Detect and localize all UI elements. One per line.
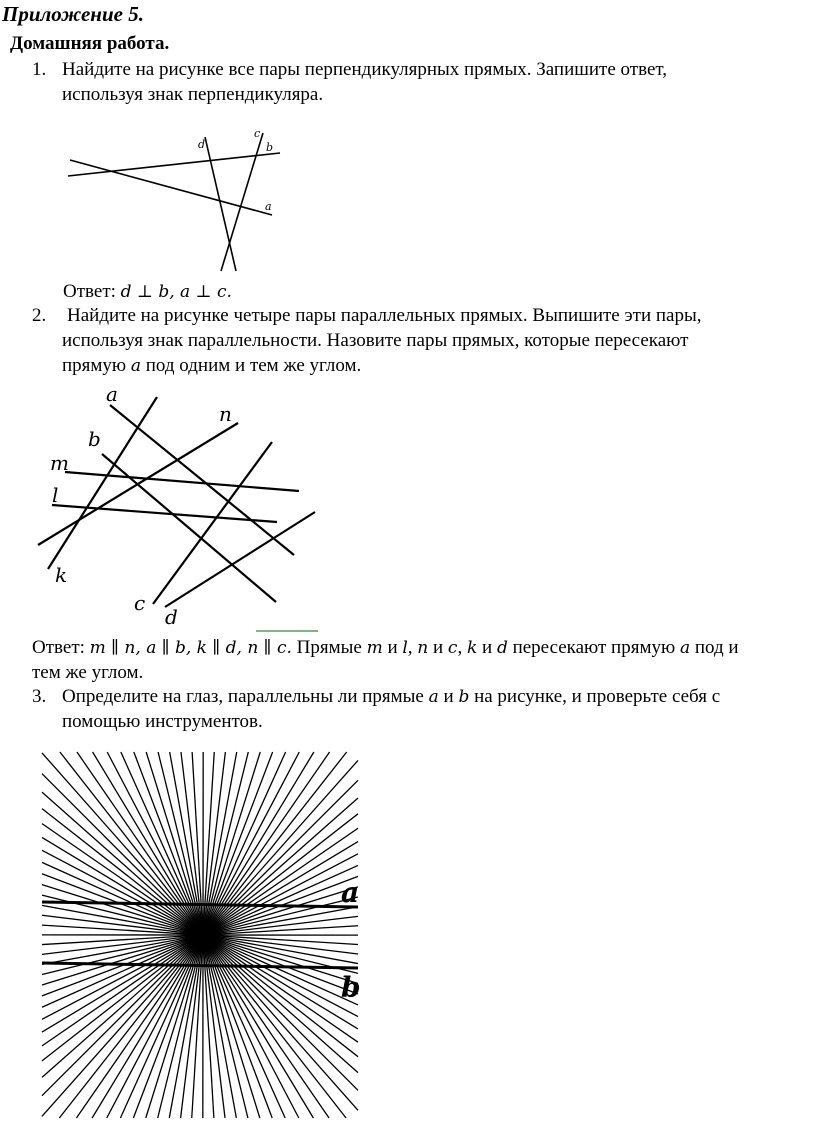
task-3-number: 3. <box>32 686 47 707</box>
task-2-answer: Ответ: m ∥ n, a ∥ b, k ∥ d, n ∥ c. Прямые m и l, n и c, k и d пересекают прямую a под и <box>32 637 739 658</box>
fig2-label-k: k <box>55 563 68 587</box>
task-1-answer-formula: d ⊥ b, a ⊥ c. <box>120 282 232 302</box>
fig2-label-b: b <box>88 427 101 451</box>
fig2-label-c: c <box>134 591 146 615</box>
task-1-line-2: используя знак перпендикуляра. <box>62 84 324 105</box>
fig2-label-l: l <box>52 483 59 507</box>
fig1-label-c: c <box>254 127 261 140</box>
fig3-label-a: a <box>341 876 360 909</box>
task-2-line-3: прямую a под одним и тем же углом. <box>62 355 362 376</box>
task-3-line-1: Определите на глаз, параллельны ли прямые a и b на рисунке, и проверьте себя с <box>62 686 721 707</box>
fig1-label-a: a <box>265 200 272 213</box>
fig3-label-b: b <box>341 971 361 1004</box>
appendix-title: Приложение 5. <box>2 2 144 26</box>
task-2-line-1: Найдите на рисунке четыре пары параллельных прямых. Выпишите эти пары, <box>67 305 702 326</box>
task-2-number: 2. <box>32 305 47 326</box>
task-1-line-1: Найдите на рисунке все пары перпендикулярных прямых. Запишите ответ, <box>62 59 668 80</box>
fig2-label-n: n <box>219 402 232 426</box>
task-2-answer-line-2: тем же углом. <box>32 662 144 683</box>
fig1-label-b: b <box>266 141 274 154</box>
task-2-line-2: используя знак параллельности. Назовите пары прямых, которые пересекают <box>62 330 689 351</box>
fig2-label-d: d <box>165 605 178 629</box>
task-2-answer-formula: m ∥ n, a ∥ b, k ∥ d, n ∥ c. <box>89 638 292 658</box>
task-1-answer-prefix: Ответ: <box>63 281 116 302</box>
homework-title: Домашняя работа. <box>10 33 170 54</box>
fig2-label-a: a <box>106 382 118 406</box>
fig2-label-m: m <box>50 451 69 475</box>
task-3-line-2: помощью инструментов. <box>62 711 263 732</box>
fig1-label-d: d <box>198 138 206 151</box>
task-1-number: 1. <box>32 59 47 80</box>
